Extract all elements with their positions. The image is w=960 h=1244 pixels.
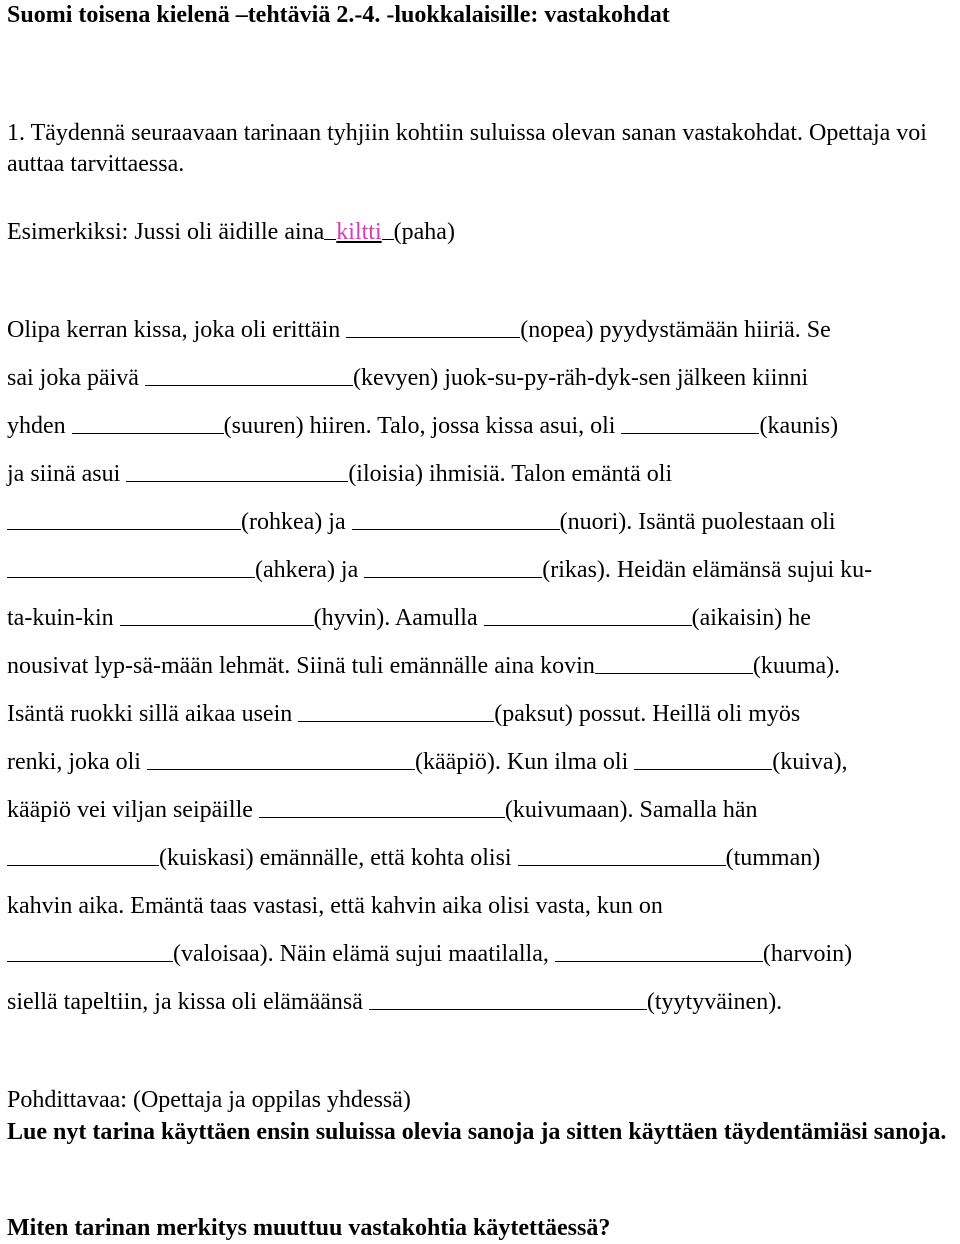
- example-prefix: Esimerkiksi: Jussi oli äidille aina: [7, 219, 325, 245]
- answer-blank[interactable]: [555, 960, 763, 962]
- story-text-segment: (kuuma).: [752, 653, 841, 679]
- story-text-segment: (kuiva),: [772, 749, 848, 775]
- story-text-segment: (iloisia) ihmisiä. Talon emäntä oli: [348, 461, 673, 487]
- story-text-segment: (nuori). Isäntä puolestaan oli: [559, 509, 836, 535]
- reflection-section: [7, 1084, 957, 1148]
- example-blank-lead: [324, 238, 336, 240]
- story-text-segment: ta-kuin-kin: [7, 605, 120, 631]
- story-line: [7, 930, 960, 978]
- story-text-segment: Olipa kerran kissa, joka oli erittäin: [7, 317, 347, 343]
- story-line: [7, 450, 960, 498]
- story-line: [7, 306, 960, 354]
- story-text-segment: sai joka päivä: [7, 365, 145, 391]
- story-line: [7, 402, 960, 450]
- answer-blank[interactable]: [352, 528, 560, 530]
- story-line: [7, 978, 960, 1026]
- story-line: [7, 642, 960, 690]
- story-text-segment: (tumman): [725, 845, 821, 871]
- story-text-segment: (hyvin). Aamulla: [313, 605, 484, 631]
- reflection-question: Miten tarinan merkitys muuttuu vastakohtia käytettäessä?: [7, 1215, 611, 1241]
- answer-blank[interactable]: [346, 336, 520, 338]
- story-text-segment: renki, joka oli: [7, 749, 147, 775]
- story-text-segment: (valoisaa). Näin elämä sujui maatilalla,: [173, 941, 555, 967]
- worksheet-title: Suomi toisena kielenä –tehtäviä 2.-4. -luokkalaisille: vastakohdat: [7, 2, 670, 28]
- story-text-segment: (tyytyväinen).: [646, 989, 783, 1015]
- story-line: [7, 498, 960, 546]
- task-instruction: 1. Täydennä seuraavaan tarinaan tyhjiin kohtiin suluissa olevan sanan vastakohdat. Opettaja voi auttaa tarvittaessa.: [7, 120, 927, 177]
- answer-blank[interactable]: [72, 432, 224, 434]
- story-line: [7, 594, 960, 642]
- answer-blank[interactable]: [147, 768, 415, 770]
- answer-blank[interactable]: [484, 624, 692, 626]
- answer-blank[interactable]: [259, 816, 505, 818]
- story-text-segment: (rohkea) ja: [241, 509, 352, 535]
- story-text-segment: Isäntä ruokki sillä aikaa usein: [7, 701, 299, 727]
- answer-blank[interactable]: [145, 384, 353, 386]
- answer-blank[interactable]: [7, 528, 241, 530]
- reflection-instruction: Lue nyt tarina käyttäen ensin suluissa olevia sanoja ja sitten käyttäen täydentämiäsi sanoja.: [7, 1119, 947, 1145]
- story-text-segment: yhden: [7, 413, 72, 439]
- story-text-segment: (paksut) possut. Heillä oli myös: [494, 701, 801, 727]
- story-text-segment: kahvin aika. Emäntä taas vastasi, että kahvin aika olisi vasta, kun on: [7, 893, 663, 919]
- story-text-segment: (nopea) pyydystämään hiiriä. Se: [520, 317, 831, 343]
- answer-blank[interactable]: [7, 576, 255, 578]
- example-blank-trail: [382, 238, 394, 240]
- story-text-segment: siellä tapeltiin, ja kissa oli elämäänsä: [7, 989, 369, 1015]
- story-text-segment: (rikas). Heidän elämänsä sujui ku-: [542, 557, 873, 583]
- example-sentence: [7, 216, 455, 248]
- story-text-segment: kääpiö vei viljan seipäille: [7, 797, 259, 823]
- answer-blank[interactable]: [364, 576, 542, 578]
- answer-blank[interactable]: [7, 864, 159, 866]
- story-line: [7, 834, 960, 882]
- example-answer: kiltti: [336, 219, 382, 245]
- story-text-segment: ja siinä asui: [7, 461, 127, 487]
- answer-blank[interactable]: [7, 960, 173, 962]
- story-text-segment: (harvoin): [762, 941, 853, 967]
- story-text-segment: (suuren) hiiren. Talo, jossa kissa asui, oli: [223, 413, 622, 439]
- story-line: [7, 354, 960, 402]
- answer-blank[interactable]: [621, 432, 759, 434]
- answer-blank[interactable]: [120, 624, 314, 626]
- story-text-segment: (aikaisin) he: [691, 605, 811, 631]
- story-text-segment: (ahkera) ja: [255, 557, 365, 583]
- story-text-segment: (kaunis): [759, 413, 839, 439]
- answer-blank[interactable]: [369, 1008, 647, 1010]
- example-word: (paha): [393, 219, 455, 245]
- story-line: [7, 546, 960, 594]
- story-text: [7, 306, 960, 1026]
- story-text-segment: nousivat lyp-sä-mään lehmät. Siinä tuli emännälle aina kovin: [7, 653, 595, 679]
- reflection-heading: Pohdittavaa: (Opettaja ja oppilas yhdessä): [7, 1087, 411, 1113]
- answer-blank[interactable]: [126, 480, 348, 482]
- story-line: [7, 786, 960, 834]
- answer-blank[interactable]: [595, 672, 753, 674]
- answer-blank[interactable]: [298, 720, 494, 722]
- answer-blank[interactable]: [634, 768, 772, 770]
- story-text-segment: (kuivumaan). Samalla hän: [504, 797, 758, 823]
- story-text-segment: (kuiskasi) emännälle, että kohta olisi: [159, 845, 518, 871]
- story-line: [7, 882, 960, 930]
- story-line: [7, 690, 960, 738]
- answer-blank[interactable]: [518, 864, 726, 866]
- story-text-segment: (kääpiö). Kun ilma oli: [414, 749, 635, 775]
- story-text-segment: (kevyen) juok-su-py-räh-dyk-sen jälkeen kiinni: [352, 365, 809, 391]
- story-line: [7, 738, 960, 786]
